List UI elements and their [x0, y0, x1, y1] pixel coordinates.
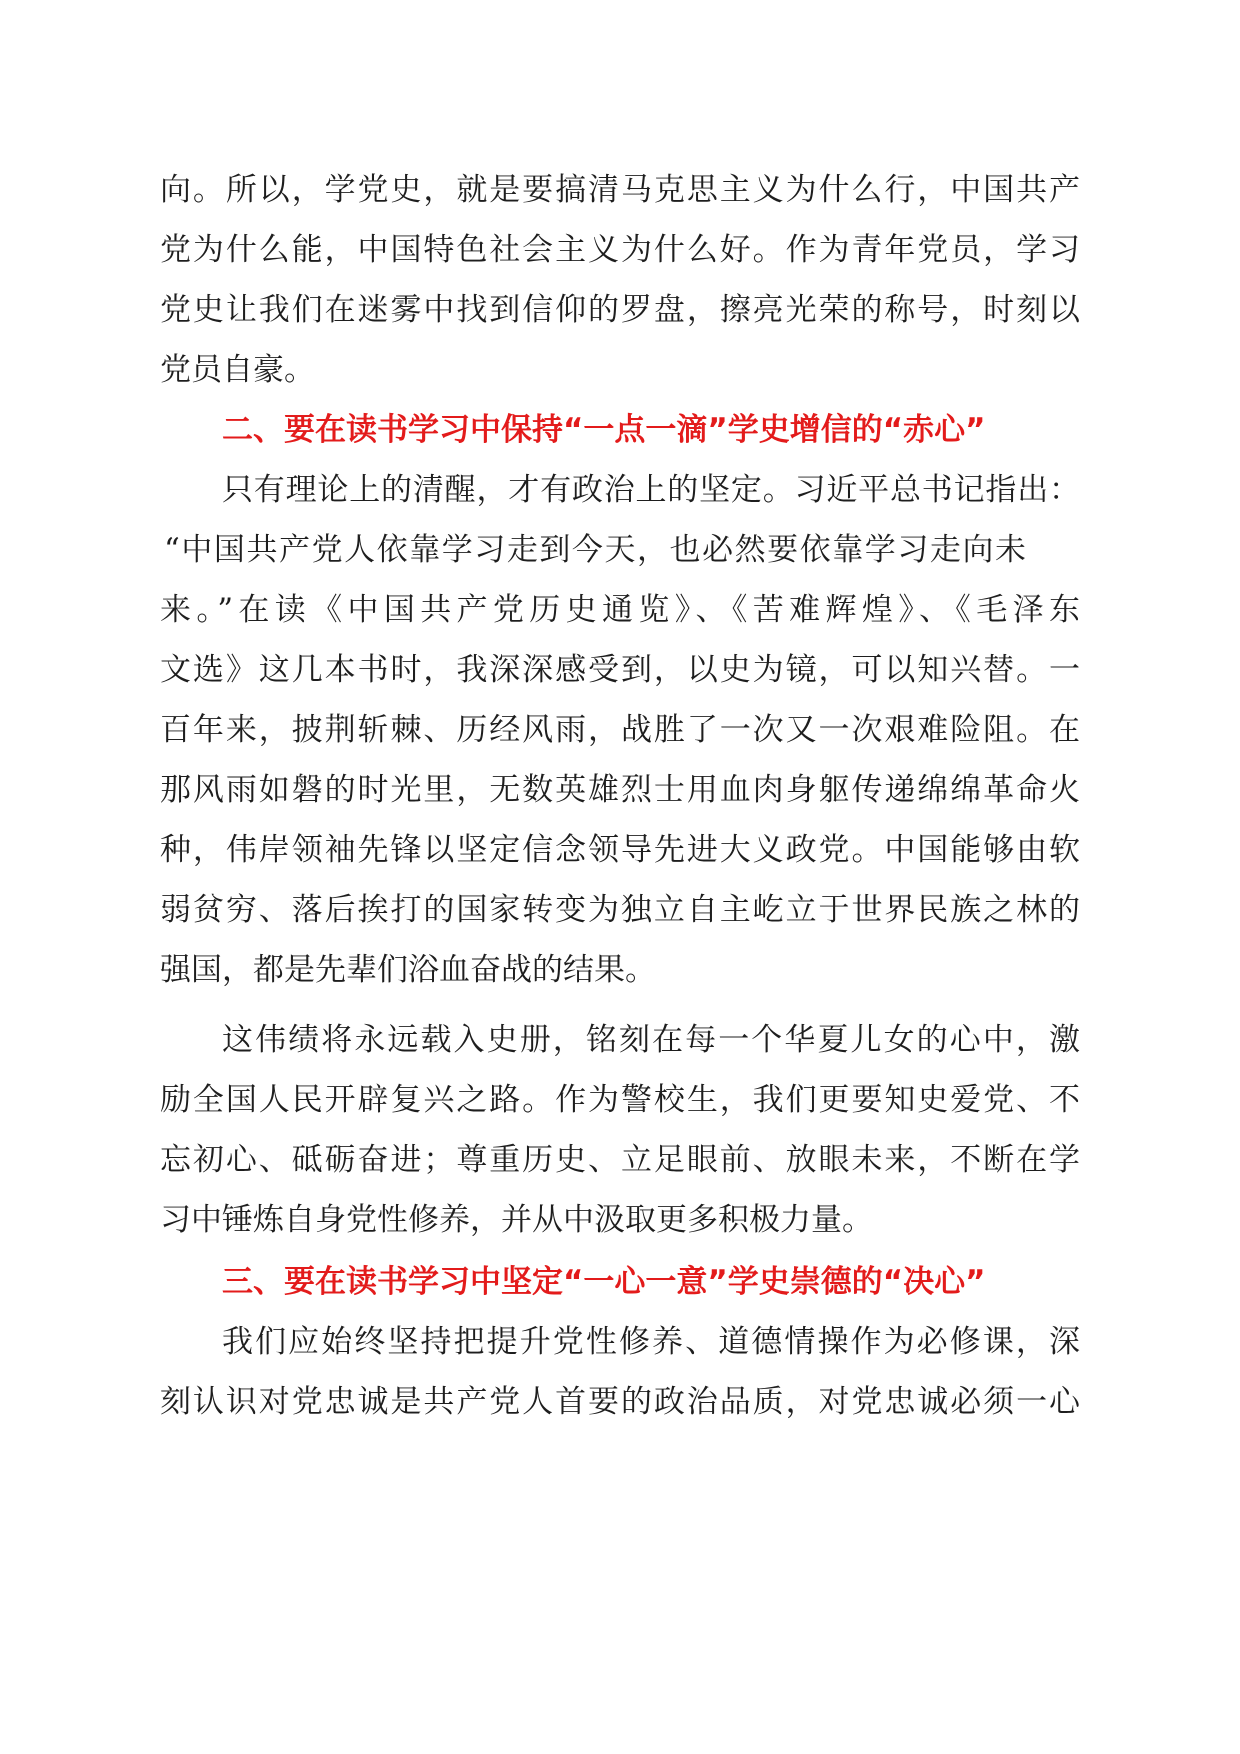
- section-heading-2: 二、要在读书学习中保持“一点一滴”学史增信的“赤心”: [222, 412, 986, 448]
- text-line: 党史让我们在迷雾中找到信仰的罗盘，擦亮光荣的称号，时刻以: [160, 292, 1080, 328]
- text-line: 向。所以，学党史，就是要搞清马克思主义为什么行，中国共产: [160, 172, 1080, 208]
- text-line: 刻认识对党忠诚是共产党人首要的政治品质，对党忠诚必须一心: [160, 1384, 1080, 1420]
- text-line: 这伟绩将永远载入史册，铭刻在每一个华夏儿女的心中，激: [222, 1022, 1080, 1058]
- text-line: 来。”在读《中国共产党历史通览》、《苦难辉煌》、《毛泽东: [160, 592, 1080, 628]
- text-line: 习中锤炼自身党性修养，并从中汲取更多积极力量。: [160, 1202, 873, 1238]
- text-line: 弱贫穷、落后挨打的国家转变为独立自主屹立于世界民族之林的: [160, 892, 1080, 928]
- text-line: 百年来，披荆斩棘、历经风雨，战胜了一次又一次艰难险阻。在: [160, 712, 1080, 748]
- text-line: 党为什么能，中国特色社会主义为什么好。作为青年党员，学习: [160, 232, 1080, 268]
- text-line: 文选》这几本书时，我深深感受到，以史为镜，可以知兴替。一: [160, 652, 1080, 688]
- text-line: 种，伟岸领袖先锋以坚定信念领导先进大义政党。中国能够由软: [160, 832, 1080, 868]
- section-heading-3: 三、要在读书学习中坚定“一心一意”学史崇德的“决心”: [222, 1264, 986, 1300]
- text-line: 我们应始终坚持把提升党性修养、道德情操作为必修课，深: [222, 1324, 1080, 1360]
- text-line: 忘初心、砥砺奋进；尊重历史、立足眼前、放眼未来，不断在学: [160, 1142, 1080, 1178]
- text-line: 那风雨如磐的时光里，无数英雄烈士用血肉身躯传递绵绵革命火: [160, 772, 1080, 808]
- text-line: 党员自豪。: [160, 352, 315, 388]
- text-line: 强国，都是先辈们浴血奋战的结果。: [160, 952, 656, 988]
- text-line: 只有理论上的清醒，才有政治上的坚定。习近平总书记指出：: [222, 472, 1080, 508]
- text-line: “中国共产党人依靠学习走到今天，也必然要依靠学习走向未: [164, 532, 1026, 568]
- text-line: 励全国人民开辟复兴之路。作为警校生，我们更要知史爱党、不: [160, 1082, 1080, 1118]
